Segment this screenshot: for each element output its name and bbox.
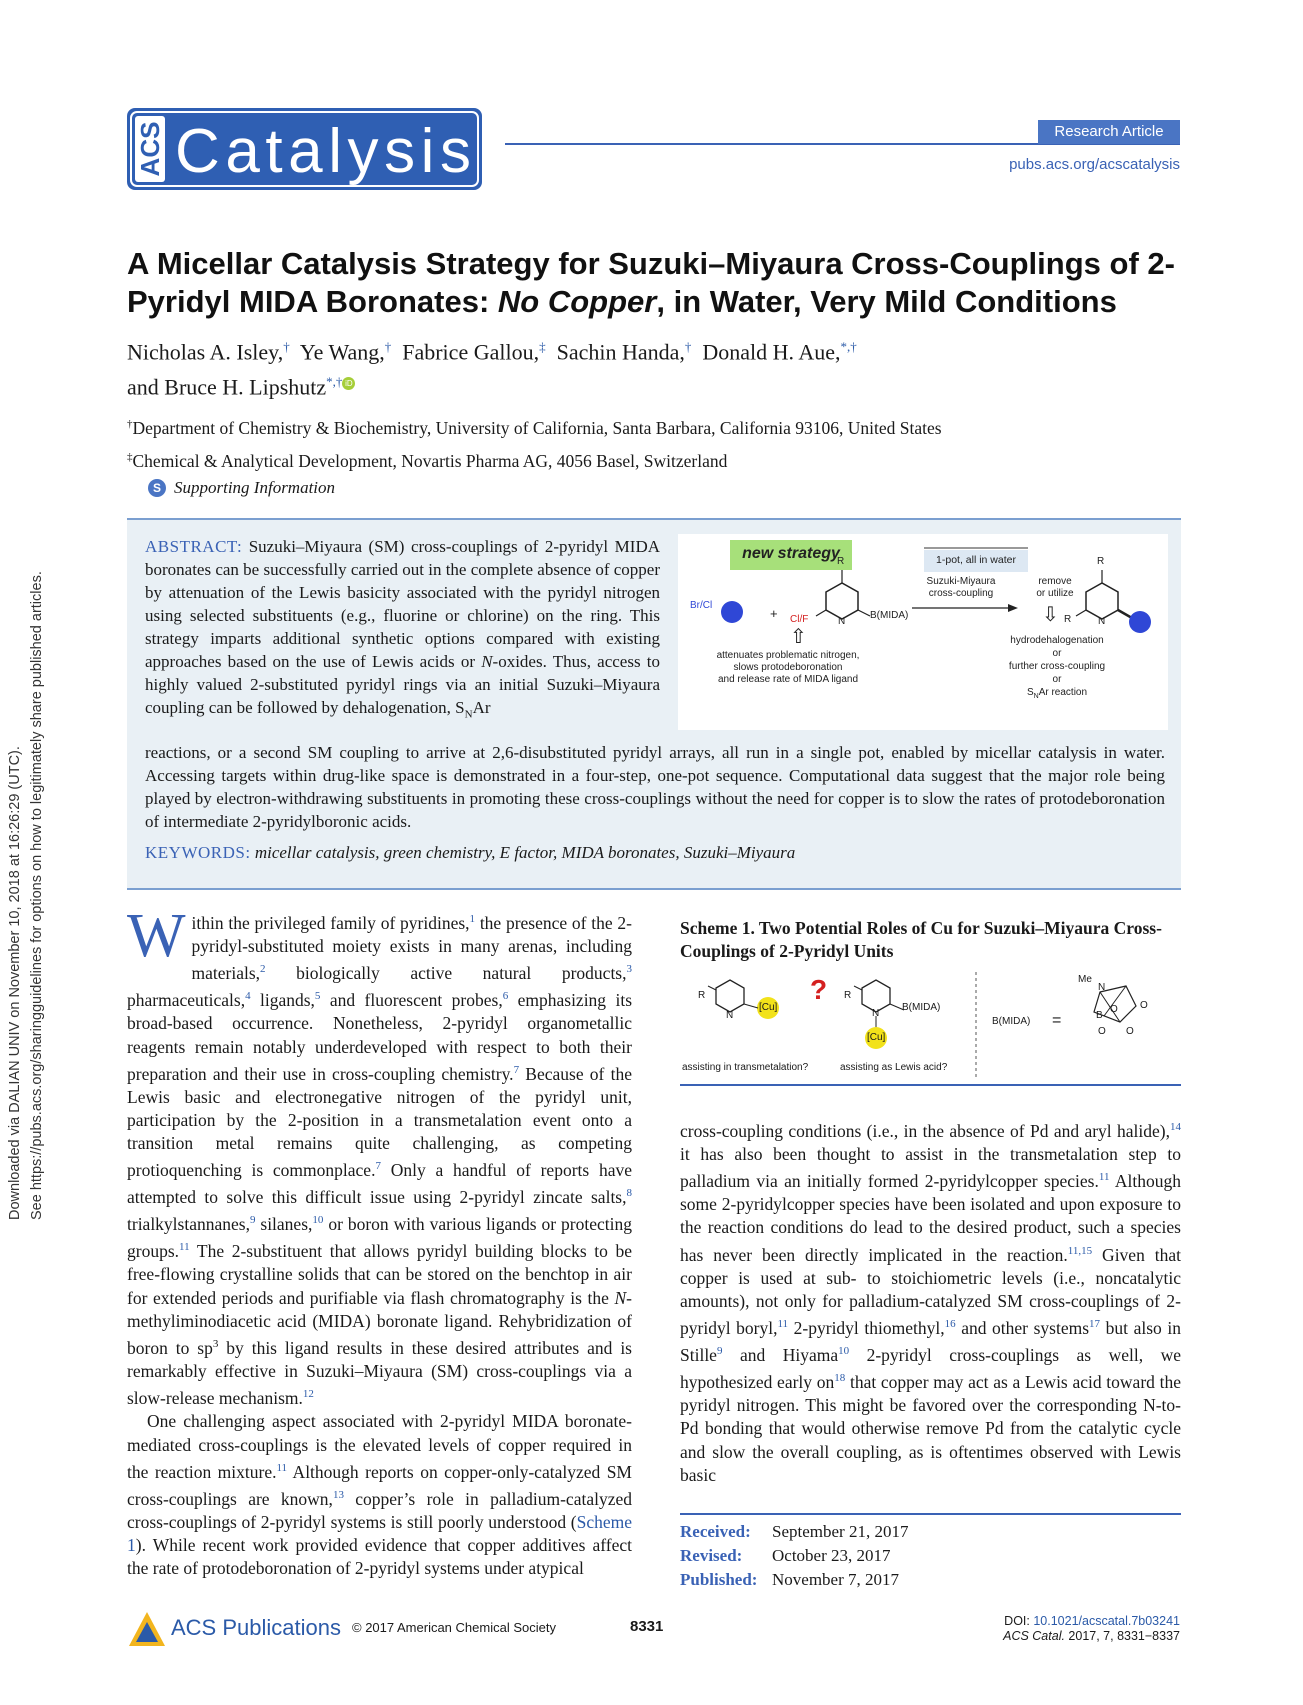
orcid-icon[interactable]: iD: [342, 377, 355, 390]
affiliation-2: [127, 443, 1187, 476]
ref-link[interactable]: 9: [249, 1214, 256, 1227]
article-title: [127, 245, 1187, 321]
publisher-name: ACS Publications: [171, 1615, 341, 1640]
p1-text-c: biologically active natural products,: [265, 963, 627, 984]
remove-label-2: or utilize: [1036, 588, 1074, 599]
scheme-r-1: R: [698, 990, 706, 1001]
published-date: November 7, 2017: [772, 1570, 900, 1589]
ref-link[interactable]: 12: [302, 1388, 314, 1401]
new-strategy-label: new strategy: [742, 545, 840, 562]
published-row: [680, 1568, 1181, 1592]
journal-url-link[interactable]: pubs.acs.org/acscatalysis: [1009, 156, 1180, 173]
follow-up-options: [980, 634, 1134, 703]
revised-label: Revised:: [680, 1546, 743, 1565]
ref-link[interactable]: 10: [838, 1345, 850, 1358]
p2-text-d: ). While recent work provided evidence that copper additives affect the rate of protodeboronation of 2-pyridyl systems under atypical: [127, 1535, 632, 1579]
option-3: [980, 686, 1134, 703]
drop-cap: W: [127, 902, 186, 970]
suzuki-label-1: Suzuki-Miyaura: [926, 576, 996, 587]
p1-italic-n: N: [614, 1287, 627, 1308]
attenuates-line-1: attenuates problematic nitrogen,: [716, 650, 860, 661]
ref-link[interactable]: 16: [944, 1318, 956, 1331]
r-text-j: that copper may act as a Lewis acid toward the pyridyl nitrogen. This might be favored over the corresponding N-to-Pd bonding that would otherwise remove Pd from the catalytic cycle and slow the overall coupling, as is oftentimes observed with Lewis basic: [680, 1372, 1181, 1485]
product-n-label: N: [1098, 616, 1106, 627]
affiliation-1: [127, 410, 1187, 443]
author-1[interactable]: Nicholas A. Isley,: [127, 339, 284, 365]
affiliation-2-text: Chemical & Analytical Development, Novartis Pharma AG, 4056 Basel, Switzerland: [132, 450, 728, 471]
scheme-o-1: O: [1110, 1004, 1118, 1015]
pot-label: 1-pot, all in water: [936, 554, 1016, 566]
author-3-mark: ‡: [539, 339, 546, 354]
r-text-g: but also in Stille: [680, 1317, 1181, 1365]
author-6-mark: *,†: [326, 374, 343, 390]
abstract-top-2: -oxides. Thus, access to highly valued 2-substituted pyridyl rings via an initial Suzuki–Miyaura coupling can be followed by dehalogenation, S: [145, 652, 660, 717]
ref-link[interactable]: 18: [834, 1372, 846, 1385]
logo-acs-text: ACS: [135, 121, 165, 177]
ref-link[interactable]: 5: [314, 990, 321, 1003]
author-5-mark: *,†: [840, 339, 857, 354]
pyridine-ring-1: [826, 583, 858, 619]
product-ball: [1129, 611, 1151, 633]
citation-journal: ACS Catal.: [1003, 1629, 1065, 1643]
page-number: 8331: [630, 1618, 664, 1635]
supporting-information-link[interactable]: [148, 478, 335, 498]
r-text-h: and Hiyama: [722, 1344, 839, 1365]
attenuates-note: [682, 650, 894, 686]
scheme-cu-1: [Cu]: [759, 1002, 778, 1013]
abstract-top-sub: N: [464, 708, 473, 721]
p1-text-d: pharmaceuticals,: [127, 990, 246, 1011]
ref-link[interactable]: 8: [626, 1187, 632, 1200]
p1-text-i: Only a handful of reports have attempted to solve this difficult issue using 2-pyridyl zincate salts,: [127, 1160, 633, 1208]
scheme-1-link[interactable]: Scheme 1: [127, 1511, 632, 1556]
p1-text-j: trialkylstannanes,: [127, 1214, 250, 1235]
ref-link[interactable]: 3: [626, 963, 632, 976]
option-3-a: S: [1026, 687, 1034, 698]
arrow-down-icon: ⇩: [1042, 604, 1059, 626]
r-text-e: 2-pyridyl thiomethyl,: [788, 1317, 945, 1338]
p1-text-g: emphasizing its broad-based occurrence. Nonetheless, 2-pyridyl organometallic reagents remain notably underdeveloped with respect to both their preparation and their use in cross-coupling chemistry.: [127, 990, 633, 1084]
product-r-top: R: [1097, 556, 1105, 567]
acs-publications-logo[interactable]: [127, 1610, 341, 1648]
keywords: [145, 841, 1165, 864]
scheme-me: Me: [1078, 974, 1092, 985]
title-part-1: A Micellar Catalysis Strategy for Suzuki–Miyaura Cross-Couplings of 2-Pyridyl MIDA Boronates:: [127, 246, 1175, 319]
ref-link[interactable]: 2: [260, 963, 266, 976]
ref-link[interactable]: 11: [179, 1241, 190, 1254]
received-label: Received:: [680, 1522, 751, 1541]
scheme-b: B: [1096, 1010, 1103, 1021]
affiliation-1-mark: †: [127, 418, 133, 430]
doi-block: [880, 1614, 1180, 1644]
p1-text-k: silanes,: [255, 1214, 313, 1235]
acs-emblem-icon: [127, 1610, 167, 1648]
author-4-mark: †: [684, 339, 692, 354]
toc-graphic: [678, 534, 1168, 730]
ref-link[interactable]: 7: [513, 1063, 520, 1076]
author-2-mark: †: [384, 339, 392, 354]
superscript-3: 3: [212, 1338, 219, 1351]
p1-text-a: ithin the privileged family of pyridines,: [191, 912, 470, 933]
arrow-up-icon: ⇧: [790, 626, 807, 648]
scheme-1-figure: [680, 966, 1181, 1082]
aryl-ball: [721, 601, 743, 623]
scheme-equals: =: [1052, 1012, 1062, 1029]
affiliations: [127, 410, 1187, 476]
affiliation-2-mark: ‡: [127, 450, 133, 463]
toc-bmida-label: B(MIDA): [870, 610, 909, 621]
option-3-sub: N: [1033, 693, 1039, 700]
cl-f-label: Cl/F: [790, 614, 809, 625]
scheme-pyridine-1: [716, 980, 744, 1012]
p1-text-m: The 2-substituent that allows pyridyl building blocks to be free-flowing crystalline solids that can be stored on the benchtop in air for extended periods and purifiable via flash chromatography is the: [127, 1241, 632, 1308]
ref-link[interactable]: 9: [716, 1345, 723, 1358]
author-list: [127, 332, 1187, 403]
abstract-top-italic: N: [481, 652, 493, 671]
remove-label: [1018, 576, 1092, 600]
caption-transmetalation: assisting in transmetalation?: [682, 1062, 809, 1073]
p2-text-a: One challenging aspect associated with 2-pyridyl MIDA boronate-mediated cross-couplings is the elevated levels of copper required in the reaction mixture.: [127, 1411, 632, 1482]
toc-r-label: R: [837, 556, 845, 567]
abstract-label: ABSTRACT:: [145, 537, 243, 556]
scheme-bmida-2: B(MIDA): [902, 1002, 941, 1013]
author-3[interactable]: Fabrice Gallou,: [402, 339, 540, 365]
p1-text-f: and fluorescent probes,: [320, 990, 503, 1011]
ref-link[interactable]: 11: [276, 1461, 288, 1474]
r-text-a: cross-coupling conditions (i.e., in the absence of Pd and aryl halide),: [680, 1120, 1170, 1141]
r-text-i: 2-pyridyl cross-couplings as well, we hypothesized early on: [680, 1344, 1181, 1392]
scheme-r-2: R: [844, 990, 852, 1001]
ref-link[interactable]: 1: [469, 913, 476, 925]
ref-link[interactable]: 4: [245, 990, 251, 1003]
side-note-line-1: Downloaded via DALIAN UNIV on November 10, 2018 at 16:26:29 (UTC).: [7, 746, 23, 1220]
doi-line: [880, 1614, 1180, 1629]
ref-link[interactable]: 6: [502, 990, 509, 1003]
scheme-o-3: O: [1140, 1000, 1148, 1011]
copyright: © 2017 American Chemical Society: [352, 1620, 556, 1635]
toc-n-label: N: [838, 616, 846, 627]
option-2: further cross-coupling: [1008, 661, 1106, 672]
body-left-column: [127, 902, 633, 1580]
abstract-top-end: Ar: [472, 698, 491, 717]
dates-rule: [680, 1513, 1181, 1515]
r-text-d: Given that copper is used at sub- to stoichiometric levels (i.e., noncatalytic amounts), not only for palladium-catalyzed SM cross-couplings of 2-pyridyl boryl,: [680, 1244, 1181, 1338]
r-text-b: it has also been thought to assist in the transmetalation step to palladium via an initially formed 2-pyridylcopper species.: [680, 1144, 1181, 1192]
logo-journal-name: Catalysis: [175, 117, 471, 186]
doi-label: DOI:: [1004, 1614, 1034, 1628]
revised-row: [680, 1544, 1181, 1568]
p1-text-b: the presence of the 2-pyridyl-substituted moiety exists in many arenas, including materials,: [191, 912, 632, 984]
author-1-mark: †: [283, 339, 290, 354]
scheme-o-2: O: [1098, 1026, 1106, 1037]
revised-date: October 23, 2017: [772, 1546, 891, 1565]
doi-link[interactable]: 10.1021/acscatal.7b03241: [1033, 1614, 1180, 1628]
author-6[interactable]: and Bruce H. Lipshutz: [127, 374, 327, 400]
right-paragraph: [680, 1116, 1181, 1487]
caption-lewis-acid: assisting as Lewis acid?: [840, 1062, 948, 1073]
ref-link[interactable]: 10: [312, 1214, 324, 1227]
received-row: [680, 1520, 1181, 1544]
product-r-left: R: [1064, 614, 1072, 625]
abstract-text-bottom: reactions, or a second SM coupling to arrive at 2,6-disubstituted pyridyl arrays, all run in a single pot, enabled by micellar catalysis in water. Accessing targets within drug-like space is demonstrated in a four-step, one-pot sequence. Computational data suggest that the major role being played by electron-withdrawing substituents in promoting these cross-couplings without the need for copper is to slow the rates of protodeboronation of intermediate 2-pyridylboronic acids.: [145, 743, 1165, 831]
title-part-2: , in Water, Very Mild Conditions: [656, 284, 1117, 319]
citation-line: [880, 1629, 1180, 1644]
option-or-1: or: [1052, 648, 1062, 659]
journal-logo[interactable]: [127, 108, 482, 190]
author-5[interactable]: Donald H. Aue,: [702, 339, 841, 365]
p1-text-h: Because of the Lewis basic and electronegative nitrogen of the pyridyl unit, participation by the 2-position in a transmetalation event onto a transition metal remains quite challenging, as competing protioquenching is commonplace.: [127, 1063, 632, 1181]
abstract-top-1: Suzuki–Miyaura (SM) cross-couplings of 2-pyridyl MIDA boronates can be successfully carried out in the complete absence of copper by attenuation of the Lewis basicity associated with the pyridyl nitrogen using selected substituents (e.g., fluorine or chlorine) on the ring. This strategy imparts additional synthetic options compared with existing approaches based on the use of Lewis acids or: [145, 537, 660, 671]
r-text-c: Although some 2-pyridylcopper species have been isolated and upon exposure to the reaction conditions do lead to the desired product, such a species has never been directly implicated in the reaction.: [680, 1171, 1181, 1265]
published-label: Published:: [680, 1570, 758, 1589]
ref-link[interactable]: 11,15: [1067, 1244, 1093, 1257]
article-dates: [680, 1520, 1181, 1592]
supporting-info-icon: S: [148, 479, 166, 497]
article-type-badge: Research Article: [1038, 120, 1180, 144]
keywords-label: KEYWORDS:: [145, 843, 251, 862]
scheme-cu-2: [Cu]: [867, 1032, 886, 1043]
p2-text-b: Although reports on copper-only-catalyzed SM cross-couplings are known,: [127, 1461, 632, 1509]
question-icon: ?: [810, 974, 828, 1005]
option-1: hydrodehalogenation: [1010, 635, 1104, 646]
scheme-rule: [680, 1084, 1181, 1086]
scheme-title: Scheme 1. Two Potential Roles of Cu for Suzuki–Miyaura Cross-Couplings of 2-Pyridyl Units: [680, 918, 1162, 961]
p1-text-o: by this ligand results in these desired attributes and is remarkably effective in Suzuki–Miyaura (SM) cross-couplings via a slow-release mechanism.: [127, 1337, 632, 1409]
ref-link[interactable]: 11: [777, 1318, 789, 1331]
plus-sign: +: [770, 606, 778, 621]
scheme-o-4: O: [1126, 1026, 1134, 1037]
remove-label-1: remove: [1038, 576, 1072, 587]
download-side-note: [4, 520, 45, 1220]
ref-link[interactable]: 14: [1170, 1121, 1181, 1133]
r-text-f: and other systems: [955, 1317, 1090, 1338]
suzuki-label: [906, 576, 1016, 600]
p2-text-c: copper’s role in palladium-catalyzed cross-couplings of 2-pyridyl systems is still poorly understood (: [127, 1488, 632, 1532]
scheme-bmida-label: B(MIDA): [992, 1016, 1031, 1027]
scheme-n-3: N: [1098, 982, 1106, 993]
option-or-2: or: [1052, 674, 1062, 685]
keywords-text: micellar catalysis, green chemistry, E factor, MIDA boronates, Suzuki–Miyaura: [254, 843, 796, 862]
supporting-info-label: Supporting Information: [174, 478, 336, 497]
attenuates-line-2: slows protodeboronation: [733, 662, 843, 673]
ref-link[interactable]: 13: [332, 1488, 344, 1501]
body-right-column: [680, 1116, 1181, 1487]
p1-text-e: ligands,: [250, 990, 315, 1011]
p1-text-n: -methyliminodiacetic acid (MIDA) boronate ligand. Rehybridization of boron to sp: [127, 1287, 632, 1358]
ref-link[interactable]: 7: [375, 1160, 381, 1173]
title-italic: No Copper: [497, 284, 657, 319]
received-date: September 21, 2017: [772, 1522, 909, 1541]
ref-link[interactable]: 17: [1089, 1318, 1101, 1331]
br-cl-label: Br/Cl: [690, 600, 713, 611]
p1-text-l: or boron with various ligands or protecting groups.: [127, 1214, 632, 1262]
abstract-text-top: [145, 535, 660, 726]
scheme-n-2: N: [872, 1008, 880, 1019]
attenuates-line-3: and release rate of MIDA ligand: [717, 674, 859, 685]
scheme-n-1: N: [726, 1010, 734, 1021]
suzuki-label-2: cross-coupling: [928, 588, 994, 599]
paragraph-1: [127, 902, 633, 1410]
citation-rest: 2017, 7, 8331−8337: [1064, 1629, 1180, 1643]
paragraph-2: [127, 1410, 632, 1580]
ref-link[interactable]: 11: [1098, 1171, 1110, 1184]
side-note-line-2: See https://pubs.acs.org/sharingguidelines for options on how to legitimately share published articles.: [29, 571, 45, 1220]
author-2[interactable]: Ye Wang,: [299, 339, 385, 365]
author-4[interactable]: Sachin Handa,: [556, 339, 685, 365]
affiliation-1-text: Department of Chemistry & Biochemistry, University of California, Santa Barbara, California 93106, United States: [132, 417, 942, 438]
option-3-b: Ar reaction: [1038, 687, 1088, 698]
